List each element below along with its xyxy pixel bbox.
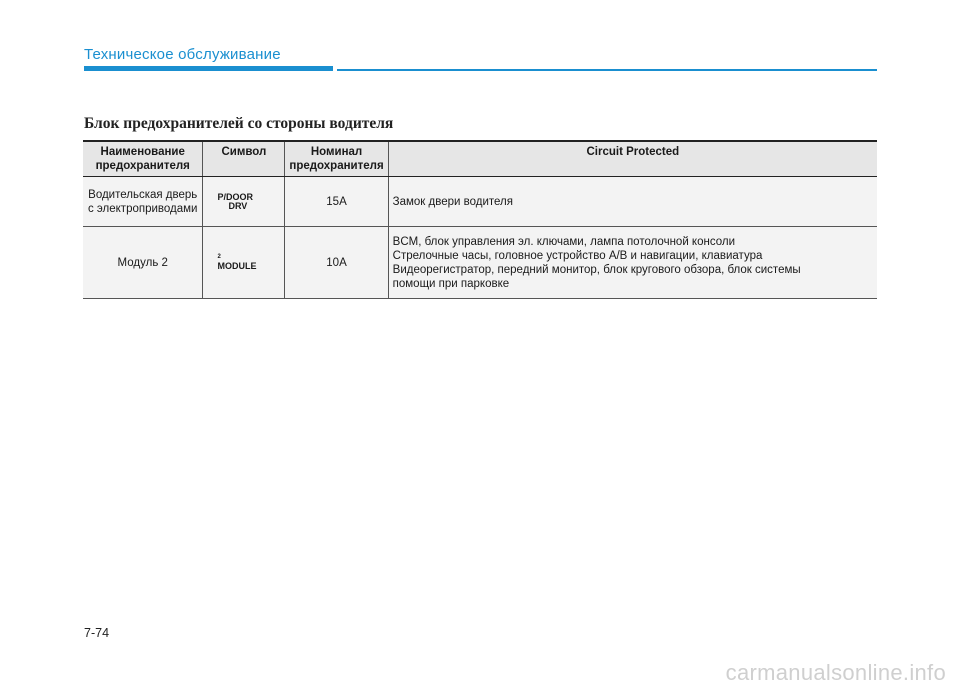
fuse-symbol bbox=[203, 227, 285, 299]
header-rule-thick bbox=[84, 66, 333, 71]
table-header-row bbox=[83, 141, 877, 177]
circuit-line: Видеорегистратор, передний монитор, блок кругового обзора, блок системы bbox=[392, 263, 801, 276]
fuse-rating: 10A bbox=[285, 227, 388, 299]
circuit-line: BCM, блок управления эл. ключами, лампа потолочной консоли bbox=[392, 235, 736, 248]
page-title: Блок предохранителей со стороны водителя bbox=[84, 115, 394, 132]
fuse-symbol-main: MODULE bbox=[217, 261, 257, 271]
page-number: 7-74 bbox=[84, 626, 110, 640]
col-header-symbol: Символ bbox=[203, 141, 285, 177]
fuse-name: Водительская дверь с электроприводами bbox=[83, 177, 203, 227]
watermark-link[interactable]: carmanualsonline.info bbox=[725, 660, 946, 685]
table-row bbox=[83, 227, 877, 299]
fuse-symbol bbox=[203, 177, 285, 227]
col-header-rating: Номинал предохранителя bbox=[285, 141, 388, 177]
fuse-circuit: Замок двери водителя bbox=[388, 177, 877, 227]
section-header: Техническое обслуживание bbox=[84, 46, 281, 63]
fuse-circuit bbox=[388, 227, 877, 299]
table-row bbox=[83, 177, 877, 227]
fuse-name: Модуль 2 bbox=[83, 227, 203, 299]
header-rule-thin bbox=[337, 69, 877, 71]
fuse-table bbox=[83, 140, 877, 299]
fuse-symbol-line1: P/DOOR bbox=[217, 191, 253, 202]
col-header-circuit: Circuit Protected bbox=[388, 141, 877, 177]
fuse-symbol-line2: DRV bbox=[228, 200, 248, 211]
fuse-symbol-superscript: 2 bbox=[217, 254, 221, 260]
circuit-line: помощи при парковке bbox=[392, 277, 510, 290]
circuit-line: Стрелочные часы, головное устройство A/B и навигации, клавиатура bbox=[392, 249, 763, 262]
col-header-name: Наименование предохранителя bbox=[83, 141, 203, 177]
fuse-rating: 15A bbox=[285, 177, 388, 227]
